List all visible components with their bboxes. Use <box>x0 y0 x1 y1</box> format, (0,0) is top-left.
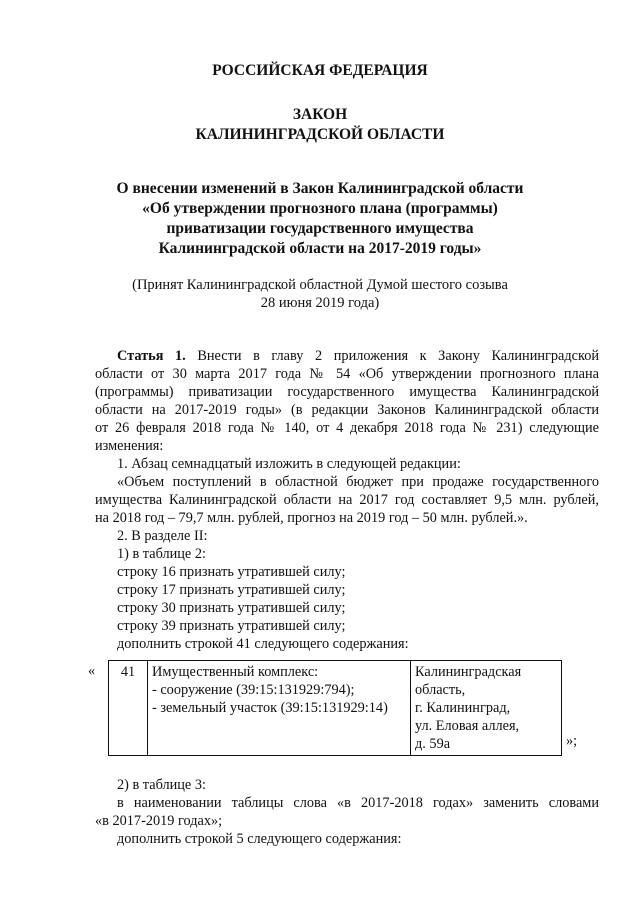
country-heading: РОССИЙСКАЯ ФЕДЕРАЦИЯ <box>212 62 428 79</box>
article-1-first-line <box>117 347 599 365</box>
address-line: Калининградская <box>415 664 522 680</box>
row-number-cell: 41 <box>109 661 148 756</box>
article-label: Статья 1. <box>117 348 186 364</box>
item-2-sub-2-line: дополнить строкой 5 следующего содержания: <box>117 831 402 847</box>
item-2-row: строку 17 признать утратившей силу; <box>117 582 346 598</box>
law-title-line: Калининградской области на 2017-2019 годы» <box>158 240 482 257</box>
article-text: Внести в главу 2 приложения к Закону Калининградской <box>197 348 599 364</box>
item-1-quote-line: «Объем поступлений в областной бюджет при продаже государственного <box>117 474 599 490</box>
article-1-line: области от 30 марта 2017 года № 54 «Об утверждении прогнозного плана <box>95 366 599 382</box>
address-cell <box>411 661 562 756</box>
adoption-note-line: 28 июня 2019 года) <box>260 295 380 311</box>
inserted-row-table <box>108 660 562 756</box>
law-title-line: приватизации государственного имущества <box>166 220 474 237</box>
article-1-line: (программы) приватизации государственного имущества Калининградской <box>95 384 599 400</box>
property-description-cell <box>148 661 411 756</box>
item-2-row: строку 39 признать утратившей силу; <box>117 618 346 634</box>
item-2-heading: 2. В разделе II: <box>117 528 208 544</box>
item-1-quote-line: имущества Калининградской области на 2017 год составляет 9,5 млн. рублей, <box>95 492 599 508</box>
item-2-row: строку 30 признать утратившей силу; <box>117 600 346 616</box>
item-2-sub-1: 1) в таблице 2: <box>117 546 206 562</box>
article-1-line: от 26 февраля 2018 года № 140, от 4 декабря 2018 года № 231) следующие <box>95 420 599 436</box>
item-2-sub-2-line: «в 2017-2019 годах»; <box>95 813 223 829</box>
address-line: ул. Еловая аллея, <box>415 718 520 734</box>
item-1-quote-line: на 2018 год – 79,7 млн. рублей, прогноз на 2019 год – 50 млн. рублей.». <box>95 510 528 526</box>
table-open-quote: « <box>88 663 96 679</box>
property-line: - земельный участок (39:15:131929:14) <box>152 700 388 716</box>
region-heading: КАЛИНИНГРАДСКОЙ ОБЛАСТИ <box>195 126 445 143</box>
property-line: Имущественный комплекс: <box>152 664 319 680</box>
article-1-line: изменения: <box>95 438 164 454</box>
law-heading: ЗАКОН <box>292 106 348 123</box>
table-close-quote: »; <box>566 733 578 749</box>
address-line: область, <box>415 682 466 698</box>
table-row <box>109 661 562 756</box>
adoption-note-line: (Принят Калининградской областной Думой шестого созыва <box>132 277 508 293</box>
item-2-sub-2-line: в наименовании таблицы слова «в 2017-2018 годах» заменить словами <box>117 795 599 811</box>
item-2-row: строку 16 признать утратившей силу; <box>117 564 346 580</box>
property-line: - сооружение (39:15:131929:794); <box>152 682 355 698</box>
address-line: д. 59а <box>415 736 451 752</box>
law-title-line: «Об утверждении прогнозного плана (программы) <box>142 200 498 217</box>
article-1-line: области на 2017-2019 годы» (в редакции Законов Калининградской области <box>95 402 599 418</box>
address-line: г. Калининград, <box>415 700 511 716</box>
item-2-sub-2: 2) в таблице 3: <box>117 777 206 793</box>
law-title-line: О внесении изменений в Закон Калининградской области <box>116 180 524 197</box>
item-1-heading: 1. Абзац семнадцатый изложить в следующей редакции: <box>117 456 461 472</box>
item-2-row: дополнить строкой 41 следующего содержания: <box>117 636 409 652</box>
